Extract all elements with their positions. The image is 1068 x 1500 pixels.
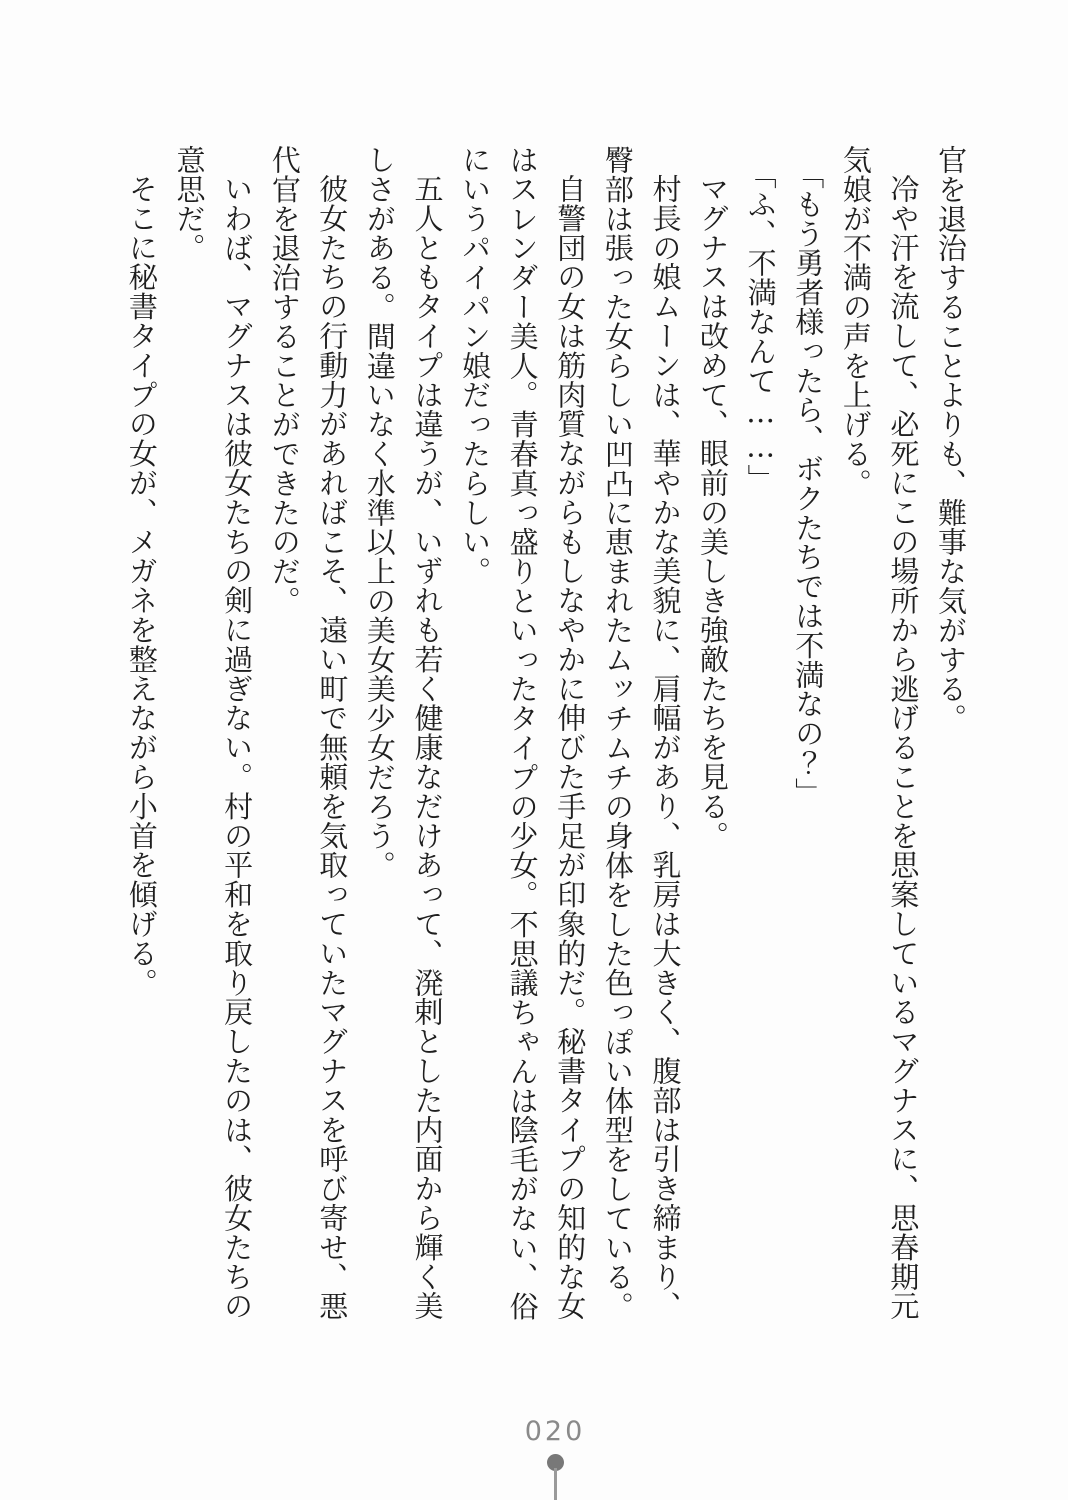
text-line-2: 冷や汗を流して、必死にこの場所から逃げることを思案しているマグナスに、思春期元 bbox=[886, 174, 921, 1321]
text-line-17: 意思だ。 bbox=[172, 145, 207, 263]
text-line-10: はスレンダー美人。青春真っ盛りといったタイプの少女。不思議ちゃんは陰毛がない、俗 bbox=[505, 145, 540, 1321]
text-line-12: 五人ともタイプは違うが、いずれも若く健康なだけあって、溌剌とした内面から輝く美 bbox=[410, 174, 445, 1321]
text-line-13: しさがある。間違いなく水準以上の美女美少女だろう。 bbox=[362, 145, 397, 880]
text-line-4: 「もう勇者様ったら、ボクたちでは不満なの？」 bbox=[791, 159, 826, 807]
text-line-15: 代官を退治することができたのだ。 bbox=[267, 145, 302, 616]
text-line-14: 彼女たちの行動力があればこそ、遠い町で無頼を気取っていたマグナスを呼び寄せ、悪 bbox=[315, 174, 350, 1321]
text-line-11: にいうパイパン娘だったらしい。 bbox=[458, 145, 493, 586]
text-line-9: 自警団の女は筋肉質ながらもしなやかに伸びた手足が印象的だ。秘書タイプの知的な女 bbox=[553, 174, 588, 1321]
vertical-text-block bbox=[117, 145, 974, 1340]
text-line-18: そこに秘書タイプの女が、メガネを整えながら小首を傾げる。 bbox=[124, 174, 159, 998]
text-line-5: 「ふ、不満なんて……」 bbox=[743, 159, 778, 493]
text-line-3: 気娘が不満の声を上げる。 bbox=[838, 145, 873, 498]
text-line-6: マグナスは改めて、眼前の美しき強敵たちを見る。 bbox=[696, 174, 731, 851]
page-number: 020 bbox=[524, 1416, 586, 1447]
text-line-16: いわば、マグナスは彼女たちの剣に過ぎない。村の平和を取り戻したのは、彼女たちの bbox=[220, 174, 255, 1321]
text-line-1: 官を退治することよりも、難事な気がする。 bbox=[934, 145, 968, 733]
text-line-8: 臀部は張った女らしい凹凸に恵まれたムッチムチの身体をした色っぽい体型をしている。 bbox=[600, 145, 635, 1321]
text-line-7: 村長の娘ムーンは、華やかな美貌に、肩幅があり、乳房は大きく、腹部は引き締まり、 bbox=[648, 174, 683, 1321]
footer-stem-line bbox=[554, 1468, 557, 1500]
